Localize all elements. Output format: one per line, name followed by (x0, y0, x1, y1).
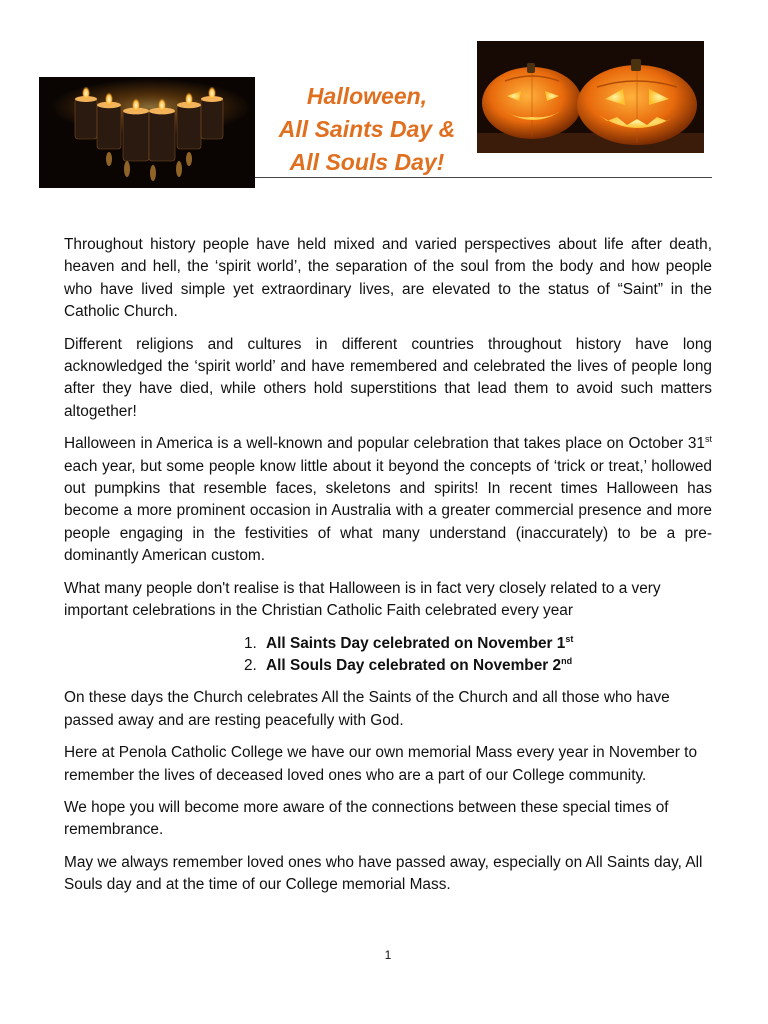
paragraph-halloween-america (64, 433, 712, 567)
paragraph-church-celebrates: On these days the Church celebrates All the Saints of the Church and all those who have passed away and are resting peacefully with God. (64, 689, 670, 729)
title-line-1: Halloween, (306, 83, 428, 109)
pumpkins-photo (477, 41, 704, 153)
header-divider (255, 177, 712, 178)
paragraph-life-after-death: Throughout history people have held mixed and varied perspectives about life after death, heaven and hell, the ‘spirit world’, the separation of the soul from the body and how people who have lived simple yet extraordinary lives, are elevated to the status of “Saint” in the Catholic Church. (64, 236, 712, 321)
title-line-2: All Saints Day & (278, 116, 456, 142)
paragraph-memorial-mass: Here at Penola Catholic College we have our own memorial Mass every year in November to remember the lives of deceased loved ones who are a part of our College community. (64, 744, 698, 784)
ordinal-suffix: st (704, 434, 712, 445)
page-title (262, 80, 472, 179)
candles-illustration (39, 77, 255, 188)
list-item-text: All Saints Day celebrated on November 1 (266, 634, 566, 652)
ordinal-suffix: nd (561, 655, 573, 666)
paragraph-remember: May we always remember loved ones who have passed away, especially on All Saints day, All Souls day and at the time of our College memorial Mass. (64, 853, 703, 894)
candles-photo (39, 77, 255, 188)
list-item (244, 633, 664, 655)
paragraph-catholic-connection: What many people don't realise is that Halloween is in fact very closely related to a very important celebrations in the Christian Catholic Faith celebrated every year (64, 579, 661, 620)
list-item-text: All Souls Day celebrated on November 2 (266, 656, 562, 674)
observances-list (244, 633, 664, 678)
page-number: 1 (384, 948, 392, 962)
list-number: 1. (244, 634, 257, 652)
list-item (244, 655, 664, 677)
article-body (64, 234, 712, 907)
list-number: 2. (244, 656, 257, 674)
paragraph-spirit-world: Different religions and cultures in different countries throughout history have long acknowledged the ‘spirit world’ and have remembered and celebrated the lives of people long after they have died, while others hold superstitions that lead them to avoid such matters altogether! (64, 335, 712, 420)
paragraph-awareness: We hope you will become more aware of the connections between these special times of remembrance. (64, 798, 669, 839)
jack-o-lantern-illustration (477, 41, 704, 153)
paragraph-halloween-text-2: each year, but some people know little about it beyond the concepts of ‘trick or treat,’ hollowed out pumpkins that resemble faces, skeletons and spirits! In recent times Halloween has become a more prominent occasion in Australia with a greater commercial presence and more people engaging in the festivities of what many understand (inaccurately) to be a pre-dominantly American custom. (64, 457, 712, 565)
ordinal-suffix: st (565, 633, 574, 644)
paragraph-halloween-text-1: Halloween in America is a well-known and popular celebration that takes place on October 31 (64, 435, 705, 453)
title-line-3: All Souls Day! (289, 149, 445, 175)
